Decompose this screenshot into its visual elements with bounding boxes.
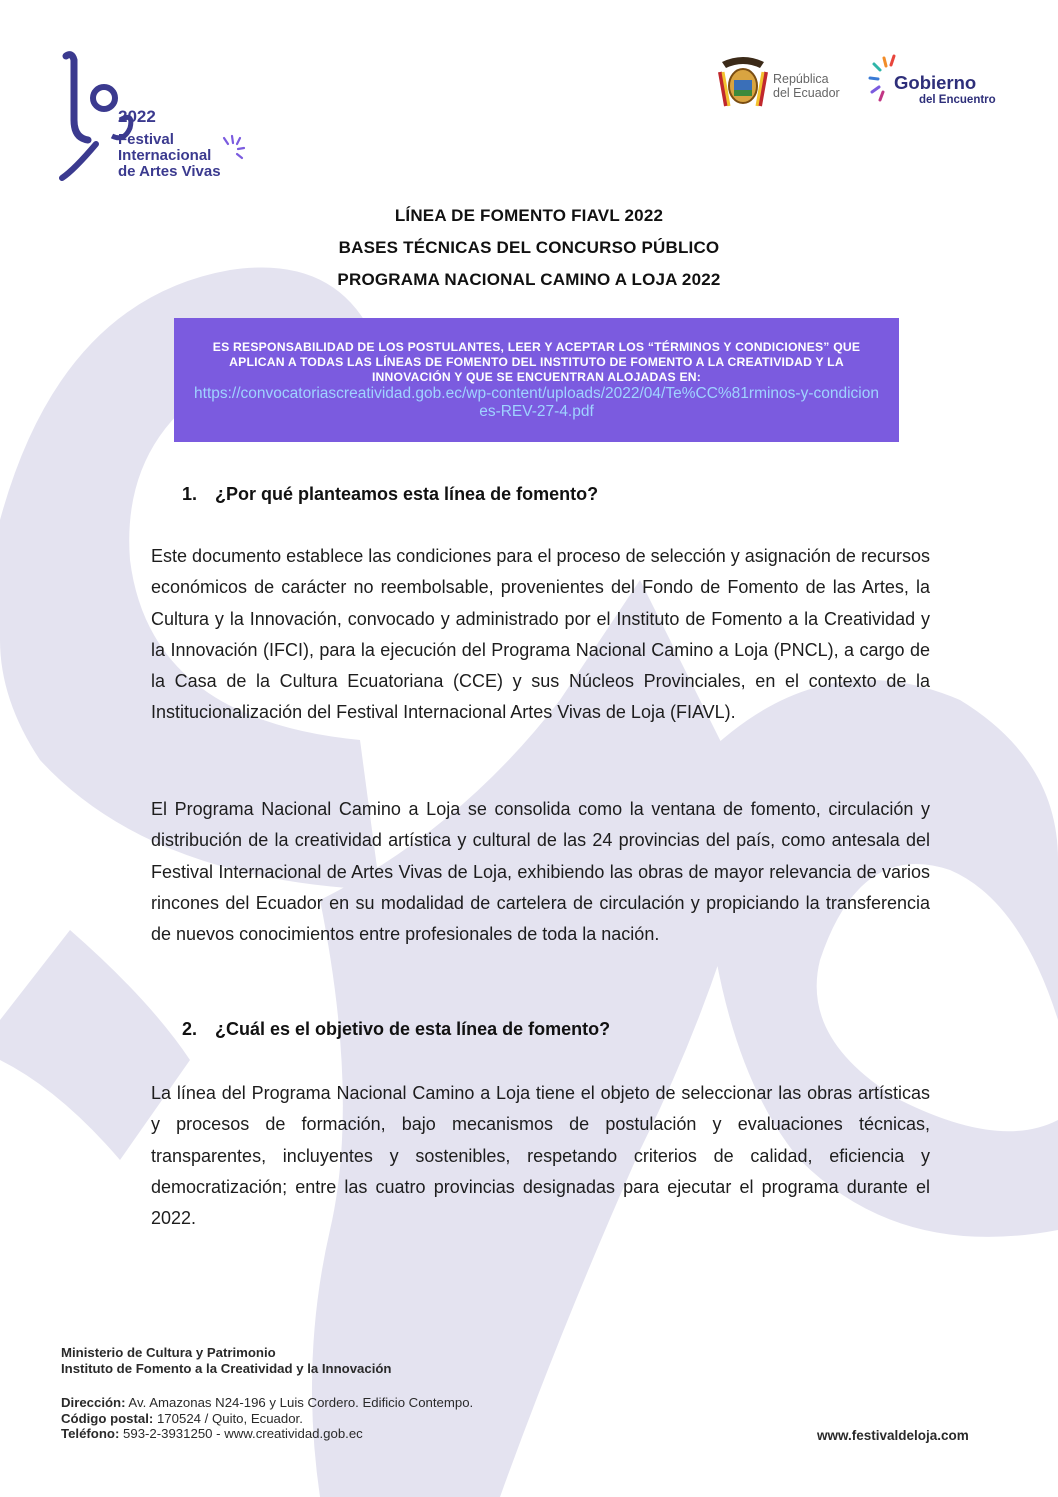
gobierno-logo (866, 52, 1006, 114)
sparkle-icon (220, 134, 246, 164)
title-line-3: PROGRAMA NACIONAL CAMINO A LOJA 2022 (337, 270, 721, 289)
notice-text: ES RESPONSABILIDAD DE LOS POSTULANTES, LEER Y ACEPTAR LOS “TÉRMINOS Y CONDICIONES” QUE APLICAN A TODAS LAS LÍNEAS DE FOMENTO DEL INSTITUTO DE FOMENTO A LA CREATIVIDAD Y LA INNOVACIÓN Y QUE SE ENCUENTRAN ALOJADAS EN: (212, 340, 861, 384)
festival-line3: de Artes Vivas (118, 163, 221, 180)
coat-of-arms-icon (716, 52, 770, 112)
terms-notice-box (174, 318, 899, 442)
title-line-1: LÍNEA DE FOMENTO FIAVL 2022 (394, 206, 664, 225)
section-2-heading (182, 1019, 610, 1040)
republica-line1: República (773, 72, 829, 86)
festival-line1: Festival (118, 131, 174, 148)
section-2-paragraph-1: La línea del Programa Nacional Camino a Loja tiene el objeto de seleccionar las obras artísticas y procesos de formación, bajo mecanismos de postulación y evaluaciones técnicas, transparentes, incluyentes y sostenibles, respetando criterios de calidad, eficiencia y democratización; entre las cuatro provincias designadas para ejecutar el programa durante el 2022. (151, 1083, 930, 1229)
footer-contact (61, 1395, 473, 1442)
section-1-heading (182, 484, 598, 505)
footer-address: Dirección: Av. Amazonas N24-196 y Luis Cordero. Edificio Contempo. (61, 1395, 474, 1410)
gobierno-line2: del Encuentro (919, 94, 996, 106)
section-title: ¿Cuál es el objetivo de esta línea de fomento? (215, 1019, 611, 1039)
footer-org-line2: Instituto de Fomento a la Creatividad y la Innovación (61, 1360, 392, 1376)
republica-line2: del Ecuador (773, 86, 840, 100)
section-number: 2. (182, 1019, 198, 1039)
footer-org (61, 1345, 391, 1376)
title-line-2: BASES TÉCNICAS DEL CONCURSO PÚBLICO (338, 238, 720, 257)
section-1-paragraph-1: Este documento establece las condiciones para el proceso de selección y asignación de recursos económicos de carácter no reembolsable, provenientes del Fondo de Fomento de las Artes, la Cultura y la Innovación, convocado y administrado por el Instituto de Fomento a la Creatividad y la Innovación (IFCI), para la ejecución del Programa Nacional Camino a Loja (PNCL), a cargo de la Casa de la Cultura Ecuatoriana (CCE) y sus Núcleos Provinciales, en el contexto de la Institucionalización del Festival Internacional Artes Vivas de Loja (FIAVL). (151, 546, 930, 723)
republica-logo (716, 52, 856, 114)
footer-website-link[interactable]: www.festivaldeloja.com (817, 1428, 969, 1443)
section-1-paragraph-2: El Programa Nacional Camino a Loja se consolida como la ventana de fomento, circulación y distribución de la creatividad artística y cultural de las 24 provincias del país, como antesala del Festival Internacional de Artes Vivas de Loja, exhibiendo las obras de mayor relevancia de varios rincones del Ecuador en su modalidad de cartelera de circulación y propiciando la transferencia de nuevos conocimientos entre profesionales de toda la nación. (151, 799, 930, 945)
footer-phone: Teléfono: 593-2-3931250 - www.creatividad.gob.ec (61, 1426, 363, 1441)
terms-link[interactable]: https://convocatoriascreatividad.gob.ec/wp-content/uploads/2022/04/Te%CC%81rminos-y-condiciones-REV-27-4.pdf (194, 385, 879, 420)
section-number: 1. (182, 484, 198, 504)
burst-icon (866, 52, 896, 108)
footer-postal: Código postal: 170524 / Quito, Ecuador. (61, 1410, 303, 1426)
festival-year: 2022 (118, 107, 156, 126)
footer-org-line1: Ministerio de Cultura y Patrimonio (61, 1345, 276, 1360)
document-title-block (0, 200, 1058, 296)
gobierno-line1: Gobierno (894, 72, 977, 93)
festival-logo (58, 50, 248, 185)
festival-line2: Internacional (118, 147, 212, 164)
section-title: ¿Por qué planteamos esta línea de fomento? (215, 484, 599, 504)
